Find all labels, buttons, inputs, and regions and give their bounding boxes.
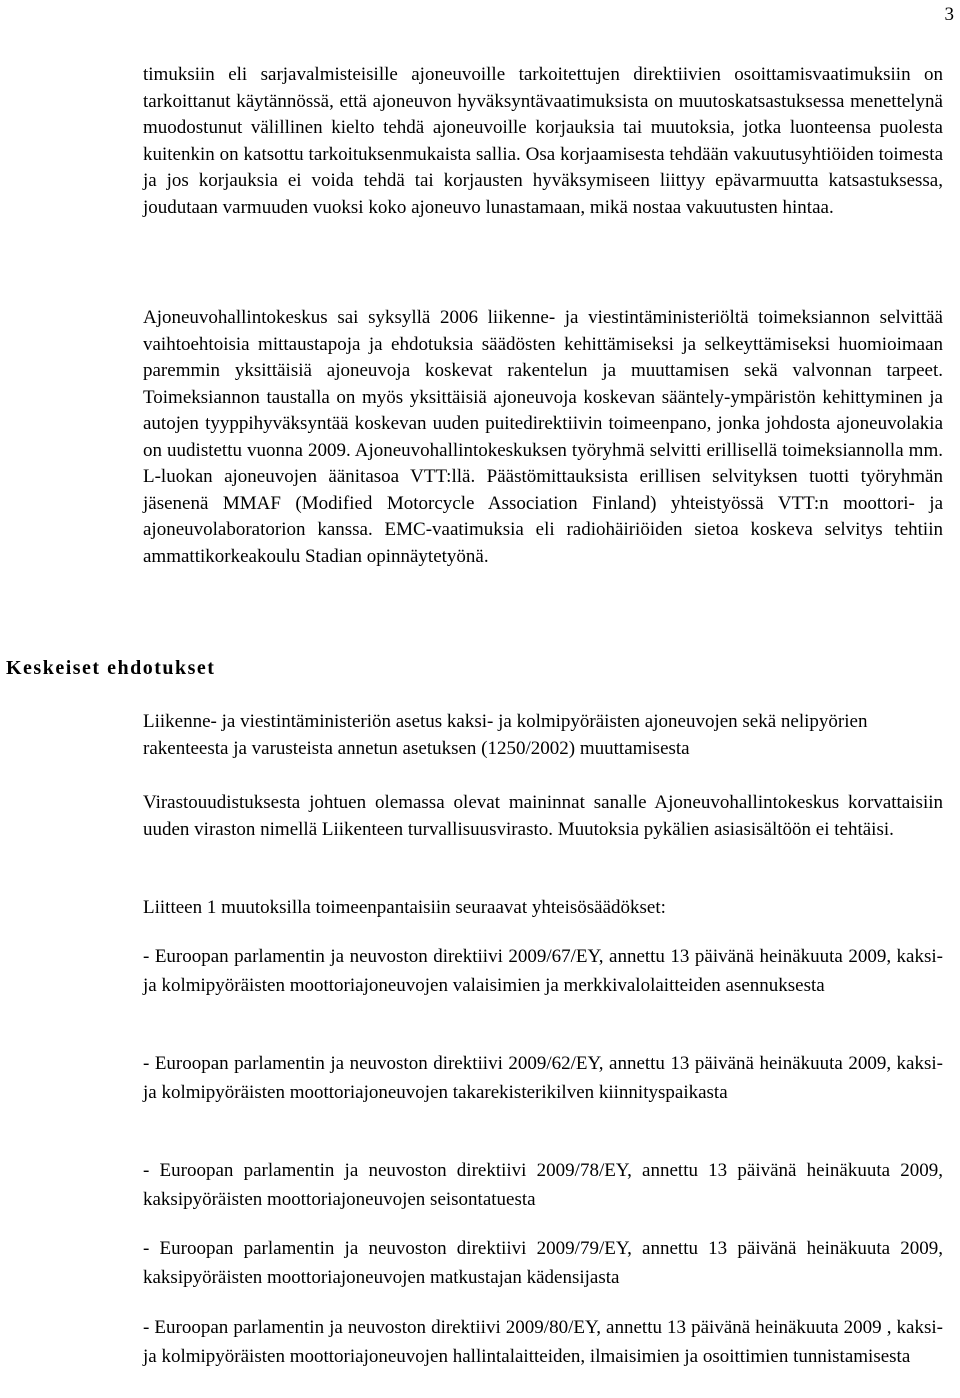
paragraph-commission: Ajoneuvohallintokeskus sai syksyllä 2006 liikenne- ja viestintäministeriöltä toimeksiannon selvittää vaihtoehtoisia mittaustapoja ja ehdotuksia säädösten kehittämiseksi ja selkeyttämiseksi huomioimaan paremmin yksittäisiä ajoneuvoja koskevat rakentelun ja muuttamisen sekä valvonnan tarpeet. Toimeksiannon taustalla on myös yksittäisiä ajoneuvoja koskevan sääntely-ympäristön kehittyminen ja autojen tyyppihyväksyntää koskevan uuden puitedirektiivin toimeenpano, jonka johdosta ajoneuvolakia on uudistettu vuonna 2009. Ajoneuvohallintokeskuksen työryhmä selvitti erillisellä toimeksiannolla mm. L-luokan ajoneuvojen äänitasoa VTT:llä. Päästömittauksista erillisen selvityksen tuotti työryhmän jäsenenä MMAF (Modified Motorcycle Association Finland) yhteistyössä VTT:n moottori- ja ajoneuvolaboratorion kanssa. EMC-vaatimuksia eli radiohäiriöiden sietoa koskeva selvitys tehtiin ammattikorkeakoulu Stadian opinnäytetyönä. — [143, 307, 943, 567]
page-number: 3 — [944, 4, 954, 25]
directive-item: - Euroopan parlamentin ja neuvoston direktiivi 2009/67/EY, annettu 13 päivänä heinäkuuta 2009, kaksi- ja kolmipyöräisten moottoriajoneuvojen valaisimien ja merkkivalolaitteiden asennuksesta — [143, 946, 943, 996]
paragraph-agency-rename: Virastouudistuksesta johtuen olemassa olevat maininnat sanalle Ajoneuvohallintokeskus korvattaisiin uuden viraston nimellä Liikenteen turvallisuusvirasto. Muutoksia pykälien asiasisältöön ei tehtäisi. — [143, 792, 943, 840]
directive-item: - Euroopan parlamentin ja neuvoston direktiivi 2009/78/EY, annettu 13 päivänä heinäkuuta 2009, kaksipyöräisten moottoriajoneuvojen seisontatuesta — [143, 1160, 943, 1210]
paragraph-annex-intro: Liitteen 1 muutoksilla toimeenpantaisiin seuraavat yhteisösäädökset: — [143, 897, 666, 918]
directive-item: - Euroopan parlamentin ja neuvoston direktiivi 2009/80/EY, annettu 13 päivänä heinäkuuta 2009 , kaksi- ja kolmipyöräisten moottoriajoneuvojen hallintalaitteiden, ilmaisimien ja osoittimien tunnistamisesta — [143, 1317, 943, 1367]
directive-item: - Euroopan parlamentin ja neuvoston direktiivi 2009/79/EY, annettu 13 päivänä heinäkuuta 2009, kaksipyöräisten moottoriajoneuvojen matkustajan kädensijasta — [143, 1238, 943, 1288]
paragraph-background: timuksiin eli sarjavalmisteisille ajoneuvoille tarkoitettujen direktiivien osoittamisvaatimuksiin on tarkoittanut käytännössä, että ajoneuvon hyväksyntävaatimuksista on muutoskatsastuksessa menettelynä muodostunut välillinen kielto tehdä ajoneuvoille korjauksia tai muutoksia, jotka luonteensa puolesta kuitenkin on katsottu tarkoituksenmukaista sallia. Osa korjaamisesta tehdään vakuutusyhtiöiden toimesta ja jos korjauksia ei voida tehdä tai korjausten hyväksymiseen liittyy epävarmuutta katsastuksessa, joudutaan varmuuden vuoksi koko ajoneuvo lunastamaan, mikä nostaa vakuutusten hintaa. — [143, 64, 943, 218]
directive-item: - Euroopan parlamentin ja neuvoston direktiivi 2009/62/EY, annettu 13 päivänä heinäkuuta 2009, kaksi- ja kolmipyöräisten moottoriajoneuvojen takarekisterikilven kiinnityspaikasta — [143, 1053, 943, 1103]
section-heading: Keskeiset ehdotukset — [6, 657, 216, 679]
regulation-title: Liikenne- ja viestintäministeriön asetus kaksi- ja kolmipyöräisten ajoneuvojen sekä nelipyörien rakenteesta ja varusteista annetun asetuksen (1250/2002) muuttamisesta — [143, 711, 868, 759]
